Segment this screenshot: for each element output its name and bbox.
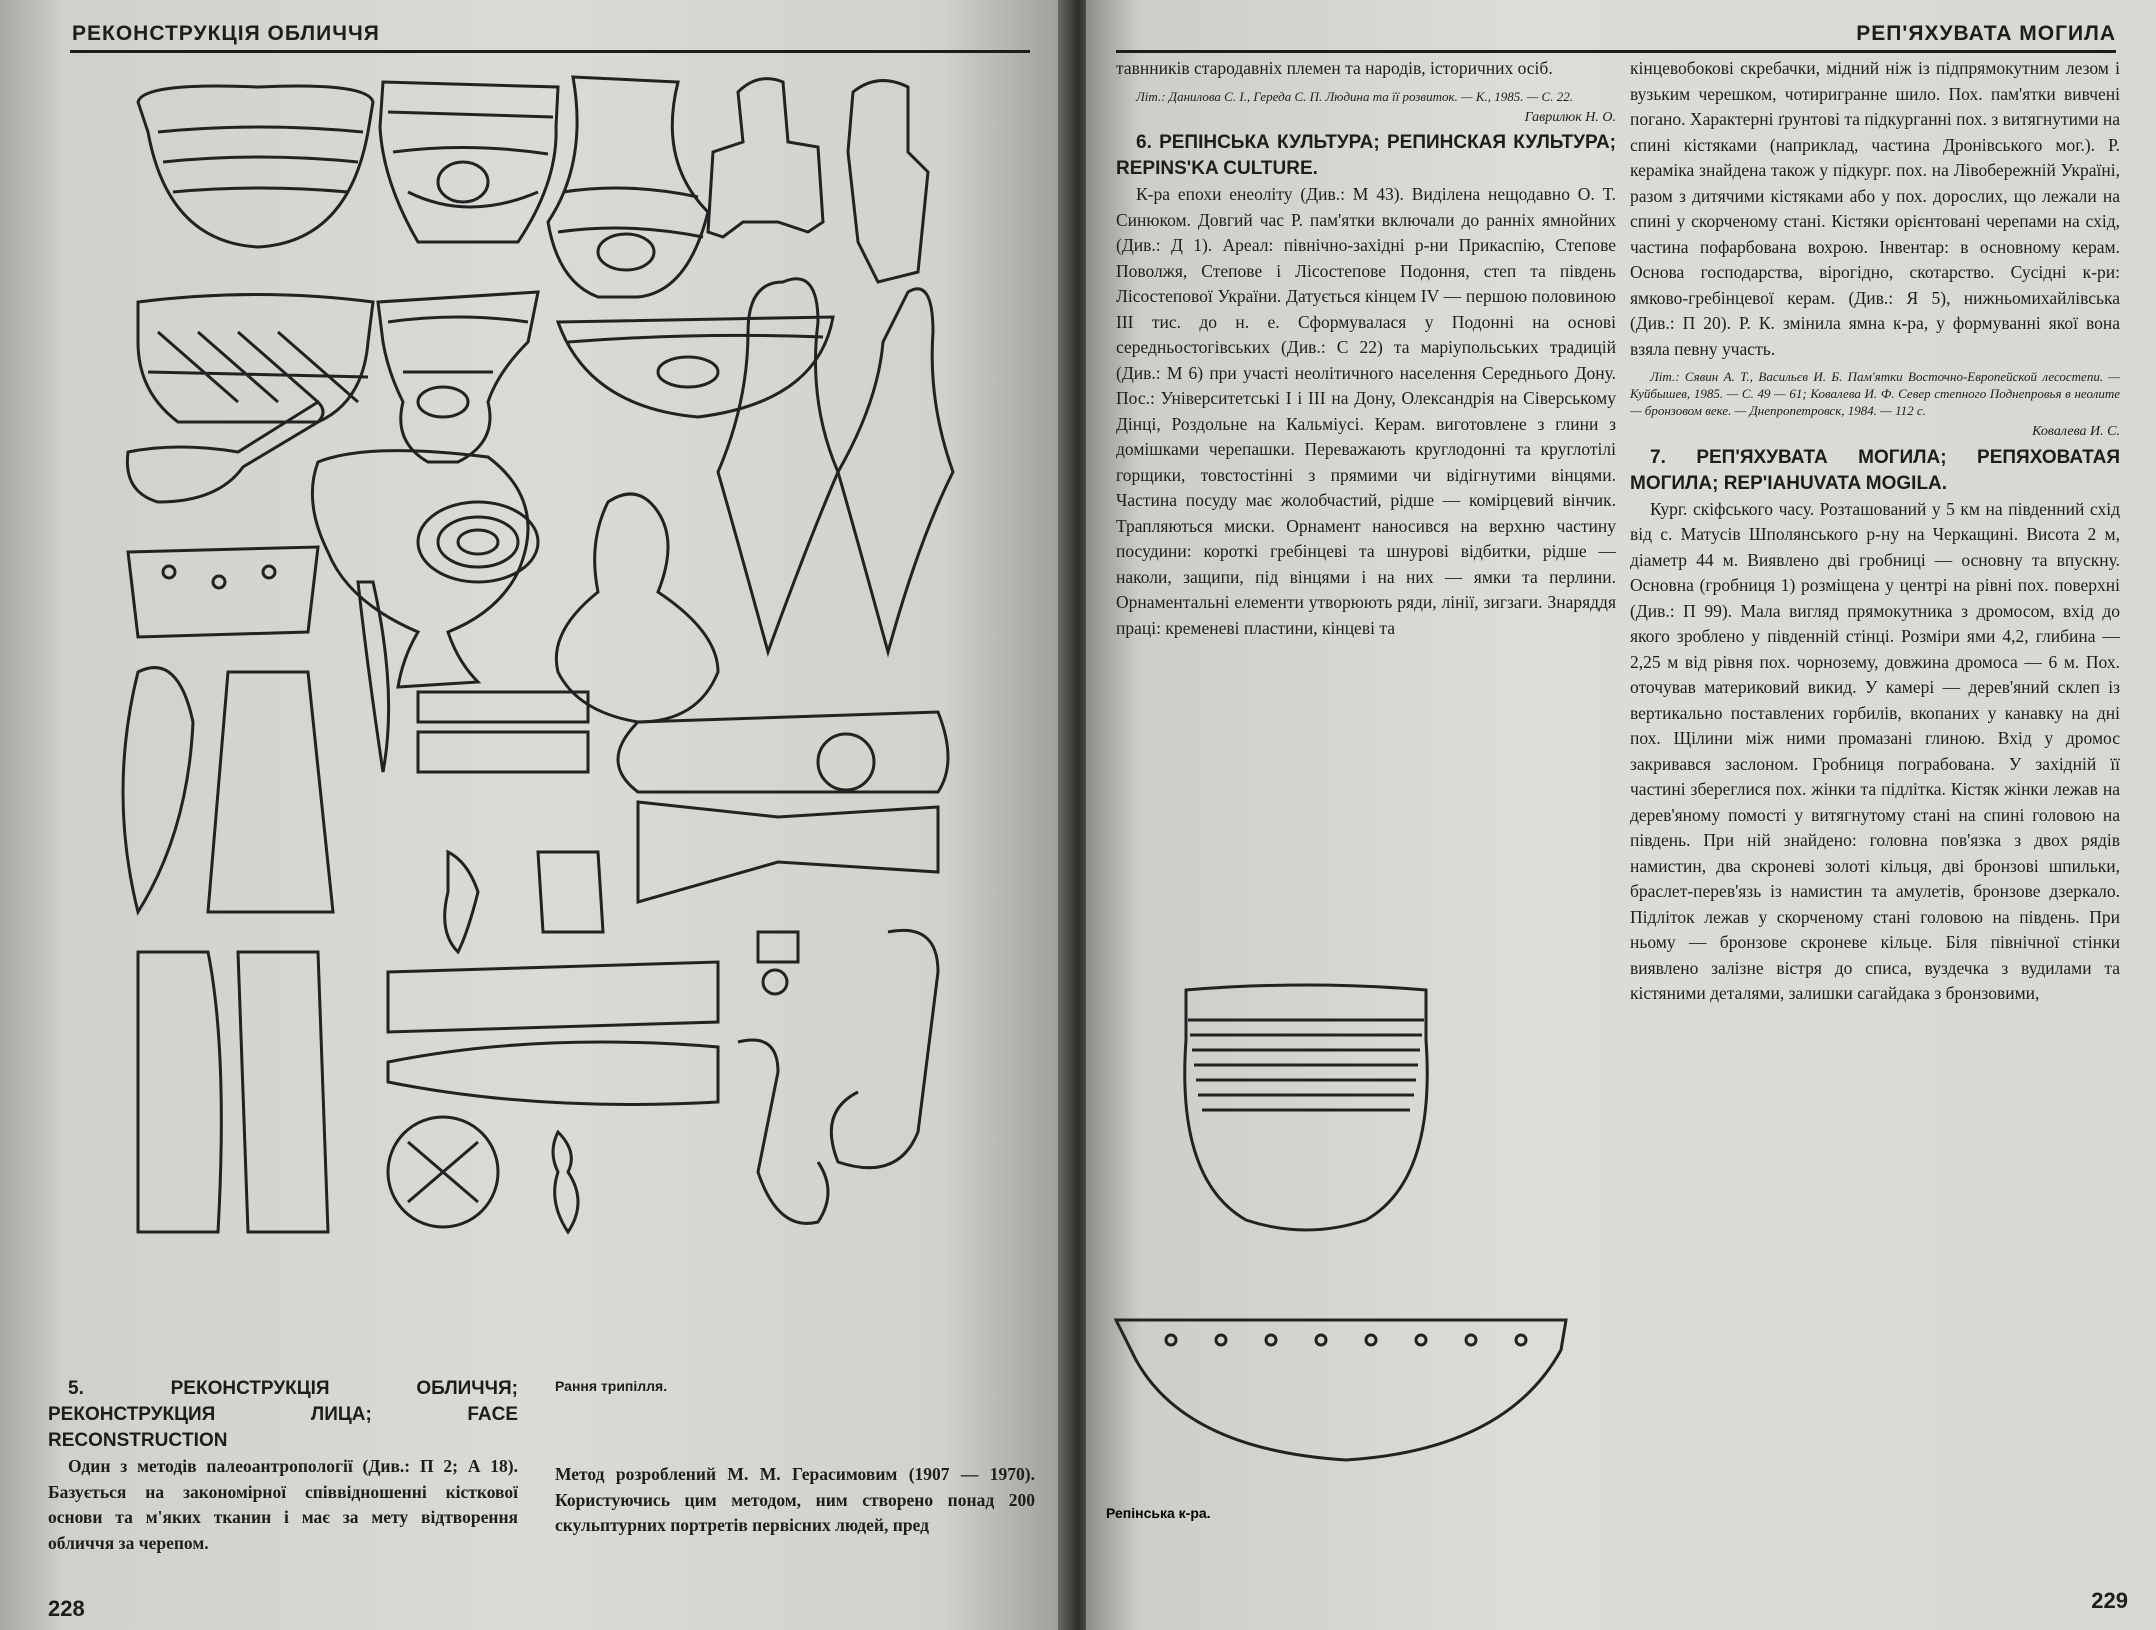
pendant-2 (538, 852, 603, 932)
header-rule-left (70, 50, 1030, 53)
vessel-1-ornament (158, 127, 363, 192)
vessel-4 (138, 295, 373, 423)
vessel-4-ornament (148, 332, 368, 402)
clay-plaque (556, 494, 718, 722)
vessel-1 (138, 86, 373, 247)
hook-2 (738, 1040, 828, 1223)
column-a-literature: Літ.: Данилова С. І., Гереда С. П. Людина та її розвиток. — К., 1985. — С. 22. (1136, 88, 1573, 104)
vessel-small-dots (163, 566, 275, 588)
pendant-3 (553, 1132, 578, 1232)
running-head-left: РЕКОНСТРУКЦІЯ ОБЛИЧЧЯ (72, 22, 380, 45)
bracelets (418, 692, 588, 772)
artifact-plate (118, 72, 1018, 1332)
left-page (0, 0, 1070, 1630)
artifact-drawings (118, 72, 1018, 1332)
celt-1 (138, 952, 221, 1232)
right-column-1 (1116, 56, 1616, 641)
figurine-1 (708, 79, 823, 237)
column-b-literature: Літ.: Сявин А. Т., Васильєв И. Б. Пам'ятки Восточно-Европейской лесостепи. — Куйбышев, 1985. — С. 49 — 61; Ковалева И. Ф. Север степного Поднепровья в неолите — бронзовом веке. — Днепропетровск, 1984. — 112 с. (1630, 369, 2120, 418)
vessel-2-ornament (388, 112, 553, 207)
repin-culture-figure (1106, 980, 1576, 1540)
bowl-1 (558, 317, 833, 417)
blade-long-1 (388, 962, 718, 1032)
pendant-1 (445, 852, 478, 952)
ladle (127, 402, 323, 502)
vessel-3-ornament (558, 188, 703, 270)
bowl-holes (1166, 1335, 1526, 1345)
plate-caption-left: Рання трипілля. (555, 1378, 668, 1394)
column-b-text: кінцевобокові скребачки, мідний ніж із підпрямокутним лезом і вузьким черешком, чотиригранне шило. Пох. пам'ятки вивчені погано. Характерні ґрунтові та підкурганні пох. з витягнутими на спині кістяками (наприклад, частина Дронівського мог.). Р. кераміка знайдена також у підкург. пох. на Лівобережній Україні, разом з дитячими кістяками або у пох. дорослих, що лежали на спині у скорченому стані. Кістяки орієнтовані черепами на схід, частина пофарбована вохрою. Інвентар: в основному керам. Основа господарства, вірогідно, скотарство. Сусідні к-ри: ямково-гребінцевої керам. (Див.: Я 5), нижньомихайлівська (Див.: П 20). Р. К. змінила ямна к-ра, у формуванні якої вона взяла певну участь. (1630, 58, 2120, 359)
column-b-author: Ковалева И. С. (2032, 424, 2120, 439)
entry-5-heading: 5. РЕКОНСТРУКЦІЯ ОБЛИЧЧЯ; РЕКОНСТРУКЦИЯ ЛИЦА; FACE RECONSTRUCTION (48, 1378, 518, 1451)
axe-1 (123, 668, 193, 912)
small-beads (758, 932, 798, 994)
running-head-right: РЕП'ЯХУВАТА МОГИЛА (1856, 22, 2116, 45)
hook-1 (831, 930, 938, 1167)
figurine-2 (848, 81, 928, 282)
page-number-right: 229 (2091, 1588, 2128, 1613)
round-bottom-pot (1185, 985, 1428, 1230)
vessel-small (128, 547, 318, 637)
vessel-spiral (312, 451, 528, 687)
column-a-author: Гаврилюк Н. О. (1524, 109, 1616, 125)
entry-6-heading: 6. РЕПІНСЬКА КУЛЬТУРА; РЕПИНСКАЯ КУЛЬТУРА; REPINS'KA CULTURE. (1116, 132, 1616, 179)
axe-3-hole (818, 734, 874, 790)
column-a-top-text: тавнників стародавніх племен та народів, історичних осіб. (1116, 58, 1553, 78)
pot-ornament-lines (1188, 1020, 1424, 1110)
left-column-2-text: Метод розроблений М. М. Герасимовим (1907 — 1970). Користуючись цим методом, ним створено понад 200 скульптурних портретів первісних людей, пред (555, 1464, 1035, 1535)
entry-7-heading: 7. РЕП'ЯХУВАТА МОГИЛА; РЕПЯХОВАТАЯ МОГИЛА; REP'IAHUVATA MOGILA. (1630, 446, 2120, 494)
adze (638, 802, 938, 902)
entry-5-text: Один з методів палеоантропології (Див.: П 2; А 18). Базується на закономірної співвідношенні кісткової основи та м'яких тканин і має за мету відтворення обличчя за черепом. (48, 1456, 518, 1553)
axe-3 (618, 712, 948, 792)
left-column-2 (555, 1462, 1035, 1539)
axe-2 (208, 672, 333, 912)
blade-long-2 (388, 1042, 718, 1105)
header-rule-right (1116, 50, 2116, 53)
page-number-left: 228 (48, 1596, 85, 1621)
figurine-4 (838, 289, 953, 652)
vessel-drawings-right (1106, 980, 1576, 1540)
disc (388, 1117, 498, 1227)
left-column-1 (48, 1376, 518, 1556)
right-column-2 (1630, 56, 2120, 1007)
entry-7-text: Кург. скіфського часу. Розташований у 5 км на південний схід від с. Матусів Шполянського р-ну на Черкащині. Висота 2 м, діаметр 44 м. Виявлено дві гробниці — основну та впускну. Основна (гробниця 1) розміщена у центрі на рівні пох. поверхні (Див.: П 99). Мала вигляд прямокутника з дромосом, вхід до якого зроблено у південній стінці. Розміри ями 4,2, глибина — 2,25 м від рівня пох. чорнозему, довжина дромоса — 6 м. Пох. оточував материковий викид. У камері — дерев'яний склеп із вертикально поставлених горбилів, вкопаних у канавку на дні пох. Щілини між ними промазані глиною. Вхід у дромос закривався заслоном. Гробниця пограбована. У західній її частині збереглися пох. жінки та підлітка. Кістяк жінки лежав на дерев'яному помості у витягнутому стані на спині головою на південь. При ній знайдено: головна пов'язка з двох рядів намистин, два скроневі золоті кільця, дві бронзові шпильки, браслет-перев'язь із намистин та амулетів, бронзове дзеркало. Підліток лежав у скорченому стані головою на південь. При ньому — бронзове скроневе кільце. Біля північної стінки виявлено залізне вістря до списа, вуздечка з вудилами та кістяними деталями, залишки сагайдака з бронзовими, (1630, 498, 2120, 1003)
entry-6-text: К-ра епохи енеоліту (Див.: М 43). Виділена нещодавно О. Т. Синюком. Довгий час Р. пам'ятки включали до ранніх ямнoйних (Див.: Д 1). Ареал: північно-західні р-ни Прикаспію, Степове Поволжя, Степове і Лісостепове Подоння, степ та південь Лісостепової України. Датується кінцем IV — першою половиною III тис. до н. е. Сформувалася у Подонні на основі середньостогівських (Див.: С 22) та маріупольських традицій (Див.: М 6) при участі неолітичного населення Середнього Дону. Пос.: Університетські I і III на Дону, Олександрія на Сіверському Дінці, Роздольне на Кальміусі. Керам. виготовлене з глини з домішками черепашки. Переважають круглодонні та круглотілі горщики, товстостінні з прямими чи відігнутими вінцями. Частина посуду має жолобчастий, рідше — комірцевий вінчик. Трапляються миски. Орнамент наносився на верхню частину посудини: короткі гребінцеві та шнурові відбитки, рідше — наколи, защипи, під вінцями і на них — ямки та перлини. Орнаментальні елементи утворюють ряди, лінії, зигзаги. Знаряддя праці: кременеві пластини, кінцеві та (1116, 184, 1616, 638)
spiral-ornament (418, 502, 538, 582)
figure-caption-right: Репінська к-ра. (1106, 1505, 1211, 1521)
celt-2 (238, 952, 328, 1232)
blade-1 (358, 582, 389, 772)
bowl-with-holes (1116, 1320, 1566, 1460)
bowl-1-ornament (568, 335, 823, 387)
